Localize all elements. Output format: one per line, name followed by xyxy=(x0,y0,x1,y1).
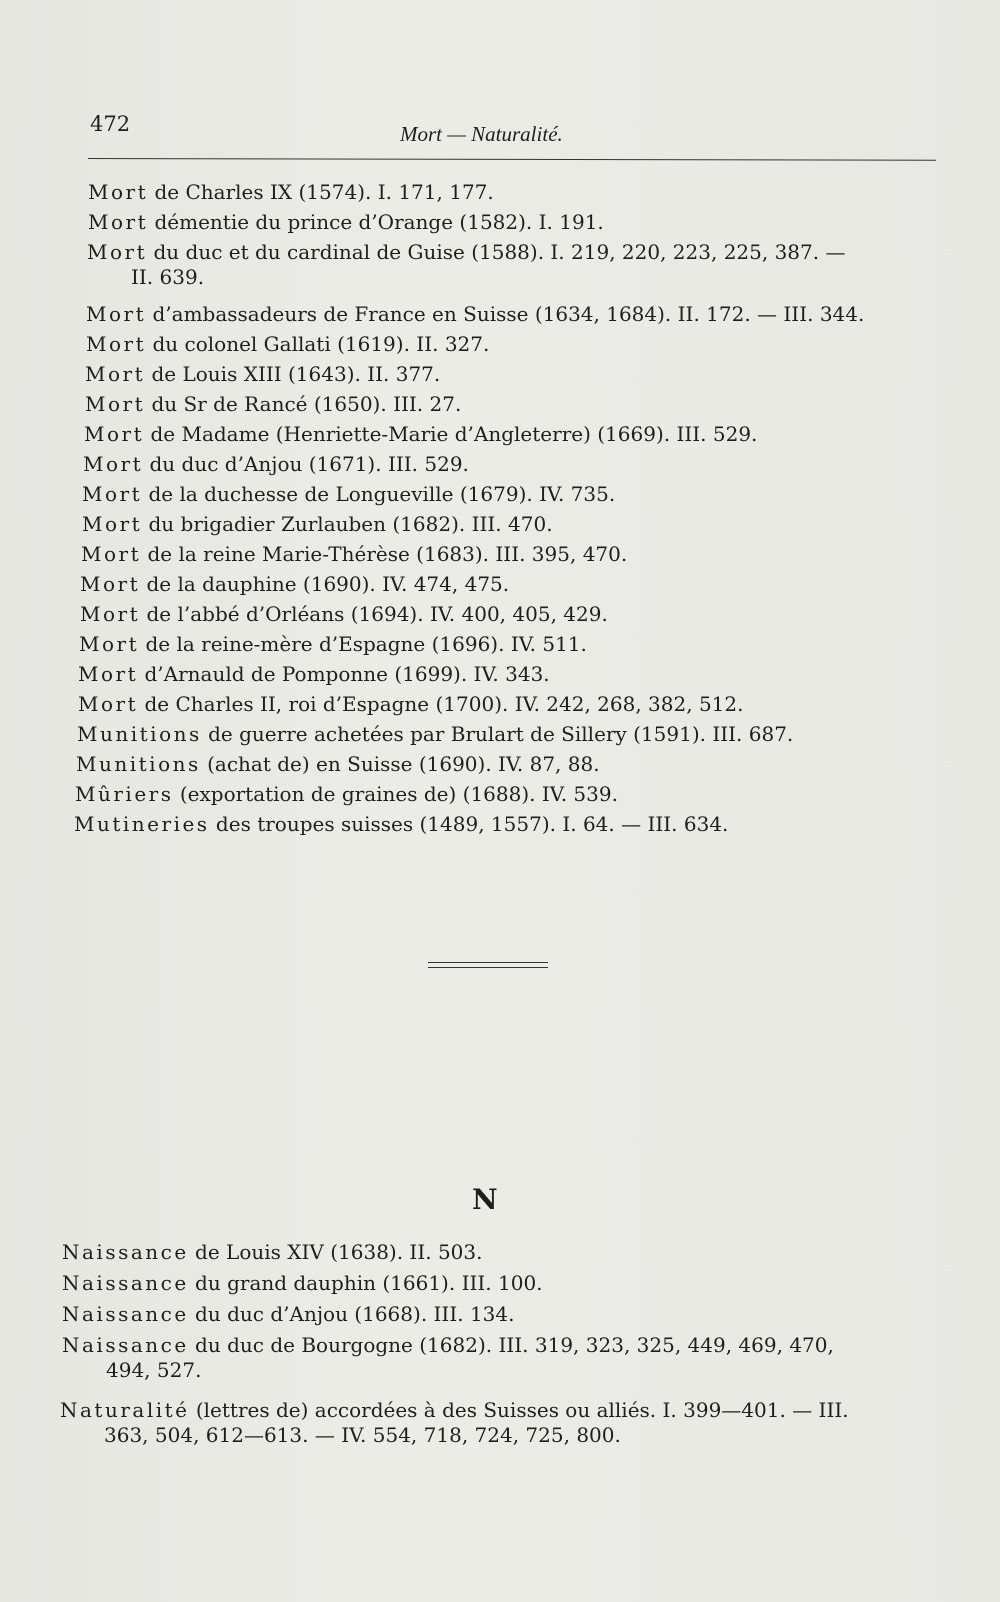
entry-keyword: Mort xyxy=(80,572,141,596)
entry-text: du duc et du cardinal de Guise (1588). I. 219, 220, 223, 225, 387. — xyxy=(147,240,846,264)
entry-keyword: Naissance xyxy=(62,1271,189,1295)
entry-keyword: Mutineries xyxy=(74,812,210,836)
entry-text: de guerre achetées par Brulart de Sillery (1591). III. 687. xyxy=(201,722,794,746)
entry-keyword: Naissance xyxy=(62,1333,189,1357)
entry-text: du colonel Gallati (1619). II. 327. xyxy=(146,332,490,356)
entry-text: du duc de Bourgogne (1682). III. 319, 323, 325, 449, 469, 470, xyxy=(188,1333,834,1357)
entry-continuation: 363, 504, 612—613. — IV. 554, 718, 724, 725, 800. xyxy=(104,1423,621,1447)
index-entry xyxy=(86,332,489,357)
entry-continuation: 494, 527. xyxy=(106,1358,202,1382)
index-entry xyxy=(85,392,461,417)
index-entry xyxy=(82,482,615,507)
entry-text: de Louis XIV (1638). II. 503. xyxy=(188,1240,483,1264)
entry-text: du grand dauphin (1661). III. 100. xyxy=(188,1271,543,1295)
entry-keyword: Naissance xyxy=(62,1240,189,1264)
entry-text: du duc d’Anjou (1671). III. 529. xyxy=(143,452,469,476)
entry-text: de la duchesse de Longueville (1679). IV. 735. xyxy=(142,482,616,506)
index-entry xyxy=(85,362,440,387)
entry-keyword: Mort xyxy=(78,662,139,686)
entry-keyword: Mort xyxy=(83,452,144,476)
index-entry xyxy=(84,422,757,447)
entry-keyword: Naissance xyxy=(62,1302,189,1326)
index-entry xyxy=(75,782,618,807)
index-entry xyxy=(60,1398,849,1448)
entry-keyword: Mort xyxy=(86,302,147,326)
entry-keyword: Mort xyxy=(78,692,139,716)
index-entry xyxy=(62,1302,514,1327)
entry-keyword: Mort xyxy=(79,632,140,656)
entry-text: démentie du prince d’Orange (1582). I. 191. xyxy=(148,210,604,234)
entry-text: (achat de) en Suisse (1690). IV. 87, 88. xyxy=(200,752,600,776)
index-entry xyxy=(87,240,845,290)
index-entry xyxy=(79,632,587,657)
entry-text: de Louis XIII (1643). II. 377. xyxy=(145,362,441,386)
entry-keyword: Mort xyxy=(85,392,146,416)
header-rule xyxy=(88,158,936,161)
index-entry xyxy=(74,812,728,837)
entry-text: de Madame (Henriette-Marie d’Angleterre) (1669). III. 529. xyxy=(144,422,758,446)
index-entry xyxy=(78,692,743,717)
entry-continuation: II. 639. xyxy=(131,265,205,289)
index-entry xyxy=(81,542,627,567)
section-letter-heading: N xyxy=(472,1183,498,1216)
section-divider xyxy=(428,962,548,968)
entry-keyword: Munitions xyxy=(77,722,202,746)
entry-text: de la dauphine (1690). IV. 474, 475. xyxy=(140,572,510,596)
entry-keyword: Mort xyxy=(85,362,146,386)
index-entry xyxy=(62,1240,482,1265)
entry-keyword: Mûriers xyxy=(75,782,174,806)
index-entry xyxy=(88,210,604,235)
index-entry xyxy=(80,572,509,597)
index-entry xyxy=(62,1333,834,1383)
entry-text: d’ambassadeurs de France en Suisse (1634, 1684). II. 172. — III. 344. xyxy=(146,302,865,326)
entry-text: des troupes suisses (1489, 1557). I. 64. — III. 634. xyxy=(209,812,729,836)
entry-text: (lettres de) accordées à des Suisses ou alliés. I. 399—401. — III. xyxy=(189,1398,849,1422)
entry-keyword: Mort xyxy=(88,210,149,234)
entry-text: de la reine-mère d’Espagne (1696). IV. 511. xyxy=(139,632,587,656)
index-entry xyxy=(78,662,550,687)
entry-keyword: Mort xyxy=(87,240,148,264)
index-entry xyxy=(88,180,494,205)
entry-keyword: Mort xyxy=(81,542,142,566)
entry-text: de Charles II, roi d’Espagne (1700). IV. 242, 268, 382, 512. xyxy=(138,692,744,716)
index-entry xyxy=(80,602,608,627)
entry-keyword: Munitions xyxy=(76,752,201,776)
entry-text: de Charles IX (1574). I. 171, 177. xyxy=(148,180,494,204)
entry-keyword: Mort xyxy=(84,422,145,446)
index-entry xyxy=(77,722,793,747)
entry-text: d’Arnauld de Pomponne (1699). IV. 343. xyxy=(138,662,550,686)
page-number: 472 xyxy=(90,112,131,136)
index-entry xyxy=(83,452,469,477)
entry-text: (exportation de graines de) (1688). IV. 539. xyxy=(173,782,618,806)
entry-text: de l’abbé d’Orléans (1694). IV. 400, 405, 429. xyxy=(140,602,608,626)
entry-keyword: Mort xyxy=(80,602,141,626)
entry-keyword: Mort xyxy=(88,180,149,204)
index-entry xyxy=(82,512,553,537)
entry-keyword: Naturalité xyxy=(60,1398,190,1422)
entry-keyword: Mort xyxy=(82,482,143,506)
entry-text: de la reine Marie-Thérèse (1683). III. 395, 470. xyxy=(141,542,628,566)
index-entry xyxy=(76,752,600,777)
entry-text: du brigadier Zurlauben (1682). III. 470. xyxy=(142,512,553,536)
index-entry xyxy=(62,1271,543,1296)
entry-keyword: Mort xyxy=(86,332,147,356)
entry-text: du Sr de Rancé (1650). III. 27. xyxy=(145,392,462,416)
running-head: Mort — Naturalité. xyxy=(400,122,563,146)
entry-keyword: Mort xyxy=(82,512,143,536)
entry-text: du duc d’Anjou (1668). III. 134. xyxy=(188,1302,515,1326)
index-entry xyxy=(86,302,864,327)
